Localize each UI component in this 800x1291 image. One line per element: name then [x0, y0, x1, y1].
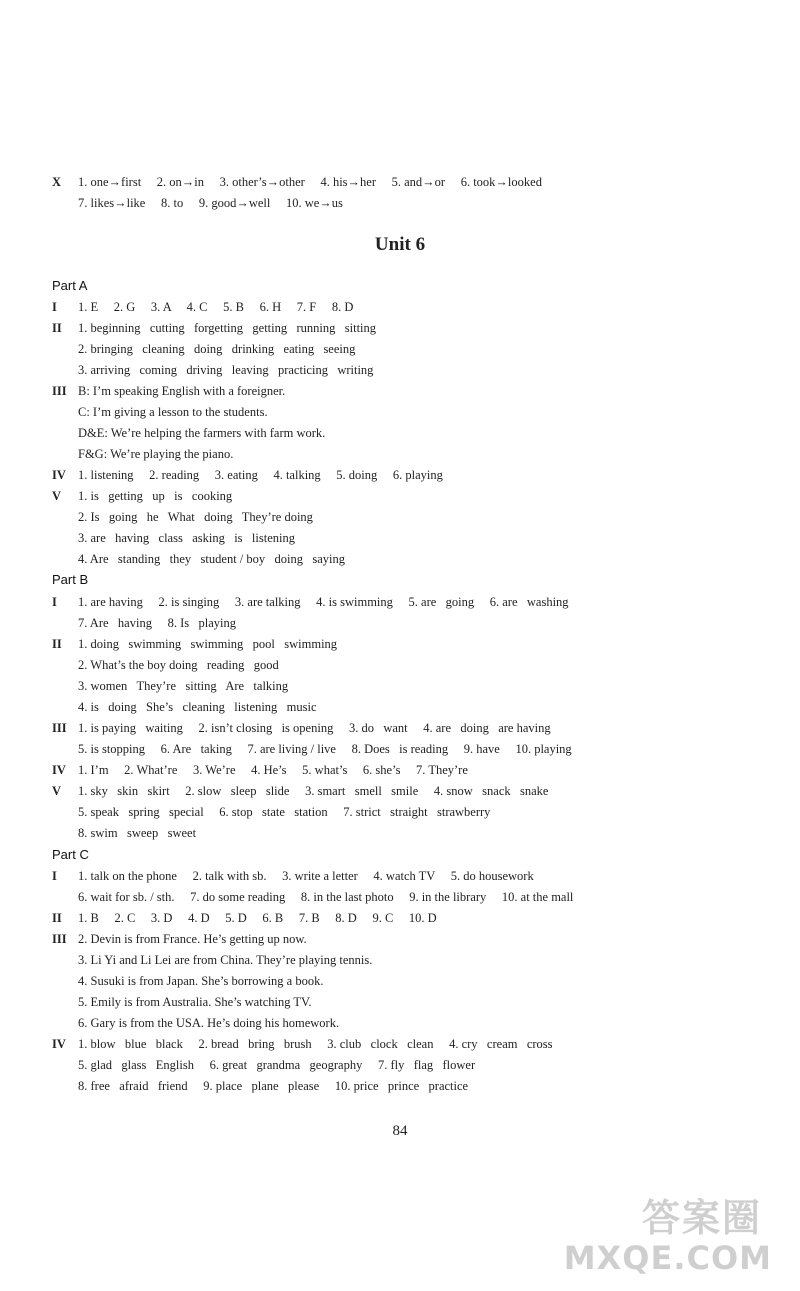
question-number: V: [52, 489, 62, 503]
answer-row: [52, 950, 752, 971]
answer-text: 7. Are having 8. Is playing: [78, 616, 236, 630]
answer-text: 3. are having class asking is listening: [78, 531, 295, 545]
answer-row: [52, 318, 752, 339]
question-number: III: [52, 932, 67, 946]
answer-row: [52, 592, 752, 613]
answer-text: 1. are having 2. is singing 3. are talking 4. is swimming 5. are going 6. are washing: [78, 595, 569, 609]
answer-row: [52, 823, 752, 844]
answer-text: 5. is stopping 6. Are taking 7. are living / live 8. Does is reading 9. have 10. playing: [78, 742, 572, 756]
answer-text: 2. Devin is from France. He’s getting up now.: [78, 932, 307, 946]
answer-row: [52, 465, 752, 486]
answer-text: 1. blow blue black 2. bread bring brush 3. club clock clean 4. cry cream cross: [78, 1037, 553, 1051]
answer-row: [52, 172, 752, 193]
answer-text: 1. E 2. G 3. A 4. C 5. B 6. H 7. F 8. D: [78, 300, 354, 314]
unit5-section-x: [52, 172, 752, 214]
answer-text: 6. wait for sb. / sth. 7. do some reading 8. in the last photo 9. in the library 10. at the mall: [78, 890, 574, 904]
answer-text: 1. sky skin skirt 2. slow sleep slide 3. smart smell smile 4. snow snack snake: [78, 784, 549, 798]
answer-text: 8. swim sweep sweet: [78, 826, 197, 840]
answer-text: 3. arriving coming driving leaving practicing writing: [78, 363, 374, 377]
answer-text: 1. I’m 2. What’re 3. We’re 4. He’s 5. what’s 6. she’s 7. They’re: [78, 763, 468, 777]
answer-text: 5. speak spring special 6. stop state station 7. strict straight strawberry: [78, 805, 491, 819]
answer-text: 6. Gary is from the USA. He’s doing his homework.: [78, 1016, 340, 1030]
answer-row: [52, 381, 752, 402]
answer-text: 5. Emily is from Australia. She’s watching TV.: [78, 995, 312, 1009]
answer-text: 1. talk on the phone 2. talk with sb. 3. write a letter 4. watch TV 5. do housework: [78, 869, 534, 883]
watermark-logo: [563, 1187, 772, 1277]
answer-row: [52, 297, 752, 318]
answer-row: [52, 549, 752, 570]
answer-row: [52, 193, 752, 214]
answer-row: [52, 697, 752, 718]
watermark-top-text: 答案圈: [641, 1196, 762, 1240]
answer-text: 2. bringing cleaning doing drinking eating seeing: [78, 342, 356, 356]
answer-row: [52, 781, 752, 802]
answer-row: [52, 486, 752, 507]
answer-row: [52, 760, 752, 781]
answer-text: C: I’m giving a lesson to the students.: [78, 405, 268, 419]
answer-row: [52, 971, 752, 992]
answer-text: 1. doing swimming swimming pool swimming: [78, 637, 338, 651]
question-number: III: [52, 384, 67, 398]
part-a-label: Part A: [52, 278, 88, 293]
answer-text: 4. Susuki is from Japan. She’s borrowing a book.: [78, 974, 324, 988]
part-b-label: Part B: [52, 572, 89, 587]
answer-row: [52, 528, 752, 549]
answer-row: [52, 402, 752, 423]
answer-row: [52, 718, 752, 739]
question-number: III: [52, 721, 67, 735]
answer-text: 1. one→first 2. on→in 3. other’s→other 4. his→her 5. and→or 6. took→looked: [78, 175, 542, 189]
question-number: X: [52, 175, 62, 189]
question-number: II: [52, 637, 62, 651]
answer-text: 1. B 2. C 3. D 4. D 5. D 6. B 7. B 8. D 9. C 10. D: [78, 911, 437, 925]
watermark-bottom-text: MXQE.COM: [563, 1239, 772, 1277]
answer-text: 8. free afraid friend 9. place plane please 10. price prince practice: [78, 1079, 469, 1093]
answer-text: 4. Are standing they student / boy doing saying: [78, 552, 345, 566]
answer-row: [52, 1034, 752, 1055]
answer-row: [52, 739, 752, 760]
answer-row: [52, 908, 752, 929]
answer-row: [52, 1055, 752, 1076]
question-number: V: [52, 784, 62, 798]
answer-row: [52, 613, 752, 634]
question-number: I: [52, 869, 57, 883]
question-number: I: [52, 595, 57, 609]
answer-row: [52, 1076, 752, 1097]
answer-text: 4. is doing She’s cleaning listening music: [78, 700, 317, 714]
answer-text: 1. listening 2. reading 3. eating 4. talking 5. doing 6. playing: [78, 468, 443, 482]
part-b-answers: [52, 592, 752, 844]
answer-text: 3. Li Yi and Li Lei are from China. They’re playing tennis.: [78, 953, 373, 967]
answer-text: 3. women They’re sitting Are talking: [78, 679, 289, 693]
answer-row: [52, 929, 752, 950]
answer-text: 1. is paying waiting 2. isn’t closing is opening 3. do want 4. are doing are having: [78, 721, 551, 735]
answer-row: [52, 676, 752, 697]
answer-row: [52, 887, 752, 908]
answer-row: [52, 339, 752, 360]
answer-text: F&G: We’re playing the piano.: [78, 447, 234, 461]
page-number: 84: [392, 1123, 408, 1139]
question-number: IV: [52, 1037, 66, 1051]
part-c-answers: [52, 866, 752, 1097]
answer-row: [52, 634, 752, 655]
question-number: I: [52, 300, 57, 314]
question-number: II: [52, 911, 62, 925]
answer-row: [52, 423, 752, 444]
answer-text: 1. is getting up is cooking: [78, 489, 233, 503]
answer-row: [52, 866, 752, 887]
answer-text: D&E: We’re helping the farmers with farm work.: [78, 426, 326, 440]
answer-row: [52, 992, 752, 1013]
answer-row: [52, 360, 752, 381]
question-number: II: [52, 321, 62, 335]
answer-text: 1. beginning cutting forgetting getting running sitting: [78, 321, 377, 335]
answer-row: [52, 802, 752, 823]
question-number: IV: [52, 763, 66, 777]
answer-row: [52, 507, 752, 528]
answer-row: [52, 655, 752, 676]
unit-title: Unit 6: [374, 234, 426, 255]
answer-text: 5. glad glass English 6. great grandma geography 7. fly flag flower: [78, 1058, 476, 1072]
answer-row: [52, 1013, 752, 1034]
answer-text: 7. likes→like 8. to 9. good→well 10. we→us: [78, 196, 343, 210]
part-a-answers: [52, 297, 752, 570]
answer-text: 2. What’s the boy doing reading good: [78, 658, 279, 672]
answer-text: B: I’m speaking English with a foreigner.: [78, 384, 286, 398]
answer-text: 2. Is going he What doing They’re doing: [78, 510, 313, 524]
question-number: IV: [52, 468, 66, 482]
answer-row: [52, 444, 752, 465]
part-c-label: Part C: [52, 847, 89, 862]
